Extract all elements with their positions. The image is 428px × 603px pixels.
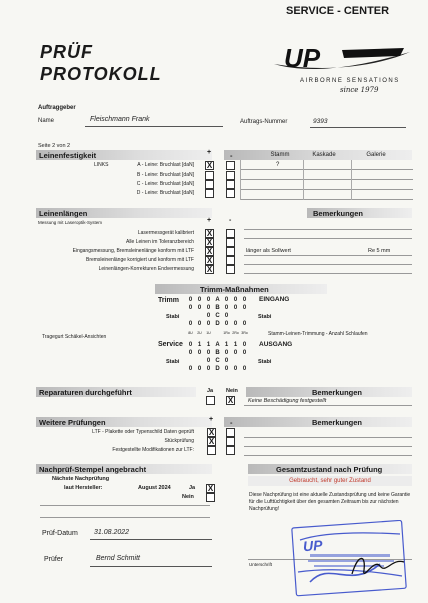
auftraggeber-label: Auftraggeber: [38, 105, 76, 111]
order-label: Auftrags-Nummer: [240, 119, 288, 125]
remark-re-5mm: Re 5 mm: [368, 248, 391, 254]
stempel-ja-checkbox[interactable]: X: [207, 484, 214, 493]
trimm-row-c: 0 C 0: [206, 313, 229, 319]
name-label: Name: [38, 118, 55, 124]
stempel-nein-checkbox[interactable]: [206, 493, 215, 502]
tragegurt-label: Tragegurt Schäkel-Ansichten: [42, 334, 107, 340]
page-title-line2: PROTOKOLL: [40, 64, 162, 84]
pruefer-label: Prüfer: [44, 556, 64, 563]
laser-subtitle: Messung mit Laseroptik-System: [38, 220, 103, 225]
eingangsmessung-label: Eingangsmessung, Bremsleinenlänge konform mit LTF: [72, 248, 194, 254]
col-kaskade: Kaskade: [312, 152, 336, 158]
gesamt-value-box: [248, 476, 412, 486]
stamm-value: ?: [276, 162, 280, 168]
bruchlast-c-label: C - Leine: Bruchlast [daN]: [136, 181, 194, 187]
bruchlast-c-minus-checkbox[interactable]: [226, 180, 235, 189]
trimm-position-labels: 8U 2U 1U 1Ro 2Ro 3Ro: [188, 331, 248, 335]
signature: [348, 548, 408, 584]
stempel-ja-label: Ja: [189, 485, 196, 491]
bruchlast-a-label: A - Leine: Bruchlast [daN]: [137, 162, 194, 168]
section-reparaturen-bar: [36, 387, 196, 397]
section-weitere-bar: [36, 417, 212, 427]
stabi-right-2: Stabi: [258, 359, 272, 365]
eingangsmessung-minus-checkbox[interactable]: [226, 247, 235, 256]
pruef-datum-value: 31.08.2022: [94, 529, 130, 536]
reparaturen-ja-label: Ja: [207, 388, 214, 394]
section-gesamt-bar: [248, 464, 412, 474]
ausgang-label: AUSGANG: [259, 341, 293, 348]
stueckpruefung-minus-checkbox[interactable]: [226, 437, 235, 446]
reparaturen-remarks-bar: [246, 387, 412, 397]
hersteller-value: August 2024: [138, 485, 171, 491]
stabi-left-2: Stabi: [166, 359, 180, 365]
bruchlast-d-plus-checkbox[interactable]: [205, 189, 214, 198]
minus-header: -: [230, 151, 233, 160]
reparaturen-ja-checkbox[interactable]: [206, 396, 215, 405]
toleranz-label: Alle Leinen im Toleranzbereich: [125, 239, 194, 245]
section-leinenlaengen-title: Leinenlängen: [39, 209, 88, 218]
unterschrift-label: Unterschrift: [249, 562, 273, 567]
service-row-b: 0 0 0 B 0 0 0: [188, 350, 247, 356]
trimm-row-a: 0 0 0 A 0 0 0: [188, 297, 247, 303]
bruchlast-d-minus-checkbox[interactable]: [226, 189, 235, 198]
ltf-plakette-minus-checkbox[interactable]: [226, 428, 235, 437]
gesamt-value: Gebraucht, sehr guter Zustand: [289, 478, 371, 484]
svg-text:UP: UP: [284, 43, 321, 73]
reparaturen-nein-label: Nein: [226, 388, 238, 394]
bruchlast-b-plus-checkbox[interactable]: [205, 171, 214, 180]
trimm-label: Trimm: [158, 297, 180, 304]
bremsleine-korr-minus-checkbox[interactable]: [226, 256, 235, 265]
ltf-plakette-plus-checkbox[interactable]: X: [208, 428, 215, 437]
section-stempel-bar: [36, 464, 212, 474]
laser-kalibriert-plus-checkbox[interactable]: X: [206, 229, 213, 238]
section-trimm-title: Trimm-Maßnahmen: [200, 285, 269, 294]
remark-laenger: länger als Sollwert: [246, 248, 291, 254]
minus-header-3: -: [230, 418, 233, 427]
name-value: Fleischmann Frank: [90, 116, 150, 123]
stempel-nein-label: Nein: [182, 494, 194, 500]
bruchlast-b-minus-checkbox[interactable]: [226, 171, 235, 180]
logo-subtitle: AIRBORNE SENSATIONS: [300, 78, 400, 84]
section-leinenlaengen-bar: [36, 208, 212, 218]
service-row-a: 0 1 1 A 1 1 0: [188, 342, 247, 348]
eingang-label: EINGANG: [259, 296, 290, 303]
trimm-eingang-grid: [186, 297, 249, 327]
links-label: LINKS: [94, 162, 109, 168]
stabi-left-1: Stabi: [166, 314, 180, 320]
modifikationen-minus-checkbox[interactable]: [226, 446, 235, 455]
plus-header-2: +: [207, 217, 212, 224]
leinen-table-grid: [240, 160, 413, 200]
page-title-line1: PRÜF: [40, 42, 93, 62]
service-row-c: 0 C 0: [206, 358, 229, 364]
page-counter: Seite 2 von 2: [38, 143, 71, 149]
stamm-trimmung-label: Stamm-Leinen-Trimmung - Anzahl Schlaufen: [268, 331, 368, 337]
stueckpruefung-label: Stückprüfung: [164, 438, 194, 444]
laser-kalibriert-minus-checkbox[interactable]: [226, 229, 235, 238]
section-gesamt-title: Gesamtzustand nach Prüfung: [276, 465, 383, 474]
order-value: 9393: [313, 118, 328, 125]
stueckpruefung-plus-checkbox[interactable]: X: [208, 437, 215, 446]
service-center-label: SERVICE - CENTER: [286, 5, 390, 17]
service-label: Service: [158, 341, 183, 348]
logo-swoosh-icon: [272, 42, 412, 78]
stabi-right-1: Stabi: [258, 314, 272, 320]
reparaturen-remark: Keine Beschädigung festgestellt: [248, 398, 327, 404]
reparaturen-nein-checkbox[interactable]: X: [227, 396, 234, 405]
plus-header-3: +: [209, 416, 214, 423]
col-galerie: Galerie: [366, 152, 386, 158]
bremsleine-korr-plus-checkbox[interactable]: X: [206, 256, 213, 265]
trimm-ausgang-grid: [186, 342, 249, 372]
bemerkungen-header-2: Bemerkungen: [312, 388, 363, 397]
pruef-datum-label: Prüf-Datum: [42, 530, 78, 537]
hersteller-label: laut Hersteller:: [64, 485, 103, 491]
bremsleine-korr-label: Bremsleinenlänge korrigiert und konform mit LTF: [85, 257, 194, 263]
service-row-d: 0 0 0 D 0 0 0: [188, 366, 247, 372]
trimm-row-b: 0 0 0 B 0 0 0: [188, 305, 247, 311]
endvermessung-label: Leinenlängen-Korrekturen Endvermessung: [98, 266, 194, 272]
logo-since: since 1979: [340, 86, 379, 94]
bemerkungen-header-1: Bemerkungen: [313, 209, 364, 218]
section-leinenfestigkeit-bar: [36, 150, 212, 160]
minus-header-2: -: [229, 217, 232, 224]
bruchlast-a-minus-checkbox[interactable]: [226, 161, 235, 170]
section-reparaturen-title: Reparaturen durchgeführt: [39, 388, 132, 397]
bruchlast-d-label: D - Leine: Bruchlast [daN]: [136, 190, 194, 196]
col-stamm: Stamm: [270, 152, 290, 158]
toleranz-minus-checkbox[interactable]: [226, 238, 235, 247]
bruchlast-b-label: B - Leine: Bruchlast [daN]: [137, 172, 194, 178]
signature-icon: [348, 548, 408, 584]
section-trimm-bar: [155, 284, 327, 294]
plus-header: +: [207, 149, 212, 156]
modifikationen-label: Festgestellte Modifikationen zur LTF:: [112, 447, 194, 453]
company-logo: [272, 42, 412, 98]
next-check-label: Nächste Nachprüfung: [52, 476, 110, 482]
bemerkungen-header-3: Bemerkungen: [312, 418, 363, 427]
leinenlaengen-remarks-bar: [307, 208, 412, 218]
section-stempel-title: Nachprüf-Stempel angebracht: [39, 465, 147, 474]
ltf-plakette-label: LTF - Plakette oder Typenschild Daten geprüft: [92, 429, 194, 435]
endvermessung-plus-checkbox[interactable]: X: [206, 265, 213, 274]
gesamt-note: Diese Nachprüfung ist eine aktuelle Zustandsprüfung und keine Garantie für die Lufttüchtigkeit über den gesamten Zeitraum bis zur nächsten Nachprüfung!: [249, 492, 411, 512]
trimm-row-d: 0 0 0 D 0 0 0: [188, 321, 247, 327]
eingangsmessung-plus-checkbox[interactable]: X: [206, 247, 213, 256]
toleranz-plus-checkbox[interactable]: X: [206, 238, 213, 247]
bruchlast-a-plus-checkbox[interactable]: X: [206, 161, 213, 170]
bruchlast-c-plus-checkbox[interactable]: [205, 180, 214, 189]
endvermessung-minus-checkbox[interactable]: [226, 265, 235, 274]
section-leinenfestigkeit-title: Leinenfestigkeit: [39, 151, 97, 160]
laser-kalibriert-label: Lasermessgerät kalibriert: [137, 230, 194, 236]
section-weitere-title: Weitere Prüfungen: [39, 418, 106, 427]
weitere-remarks-bar: [224, 417, 412, 427]
svg-text:UP: UP: [302, 536, 324, 555]
modifikationen-plus-checkbox[interactable]: [207, 446, 216, 455]
pruefer-value: Bernd Schmitt: [96, 555, 140, 562]
